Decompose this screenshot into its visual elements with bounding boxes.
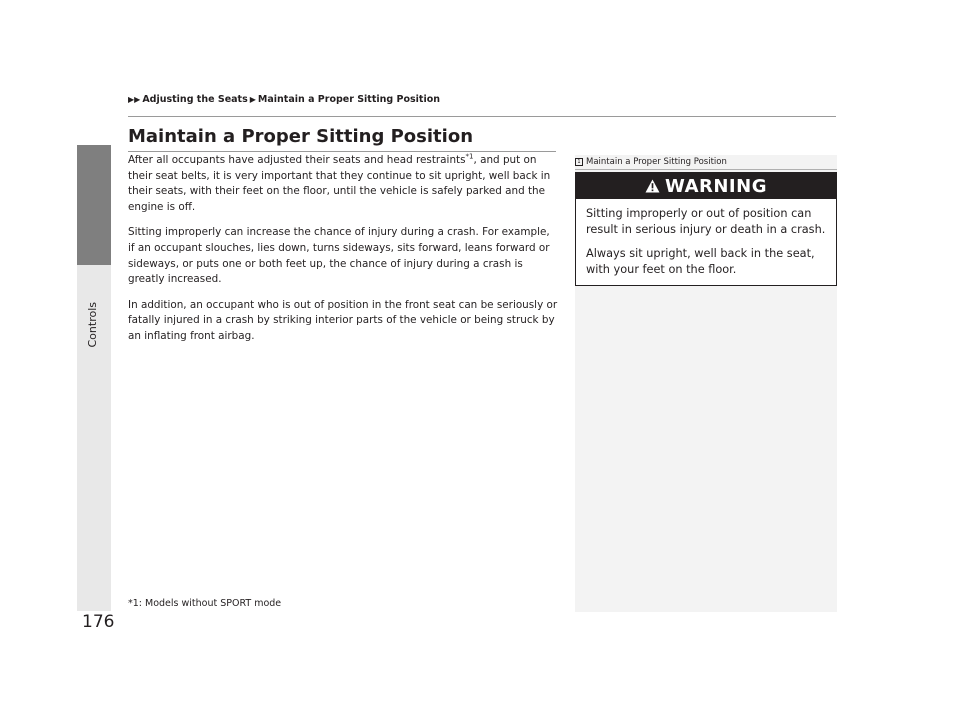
warning-paragraph: Always sit upright, well back in the seat, with your feet on the floor. [586,247,815,276]
footnote-ref[interactable]: *1 [465,152,474,161]
warning-triangle-icon [645,179,660,193]
warning-header [576,173,836,199]
breadcrumb [128,94,440,105]
reference-icon: 1 [575,158,583,166]
page-number: 176 [82,612,115,632]
breadcrumb-item[interactable]: Adjusting the Seats [142,94,248,105]
title-divider [128,151,556,152]
header-divider [128,116,836,117]
section-tab-marker [77,145,111,265]
arrow-icon: ▶ [249,95,256,104]
double-arrow-icon: ▶▶ [128,95,141,104]
breadcrumb-item[interactable]: Maintain a Proper Sitting Position [257,94,441,105]
warning-text [576,199,836,278]
paragraph: In addition, an occupant who is out of position in the front seat can be seriously or fatally injured in a crash by striking interior parts of the vehicle or being struck by an inflating front airbag. [128,298,558,342]
section-label: Controls [86,302,99,348]
warning-paragraph: Sitting improperly or out of position can result in serious injury or death in a crash. [586,207,826,236]
sidebar-heading: 1 Maintain a Proper Sitting Position [575,157,837,167]
warning-label: WARNING [665,175,767,197]
paragraph: Sitting improperly can increase the chance of injury during a crash. For example, if an occupant slouches, lies down, turns sideways, sits forward, leans forward or sideways, or puts one or both feet up, the chance of injury during a crash is greatly increased. [128,226,550,286]
page-title: Maintain a Proper Sitting Position [128,126,474,147]
sidebar-divider [575,169,837,170]
footnote: *1: Models without SPORT mode [128,598,282,609]
warning-box [575,172,837,286]
body-text [128,153,558,355]
paragraph: After all occupants have adjusted their seats and head restraints$^{*1}$, and put on their seat belts, it is very important that they continue to sit upright, well back in their seats, with their feet on the floor, until the vehicle is safely parked and the engine is off. [128,152,551,213]
